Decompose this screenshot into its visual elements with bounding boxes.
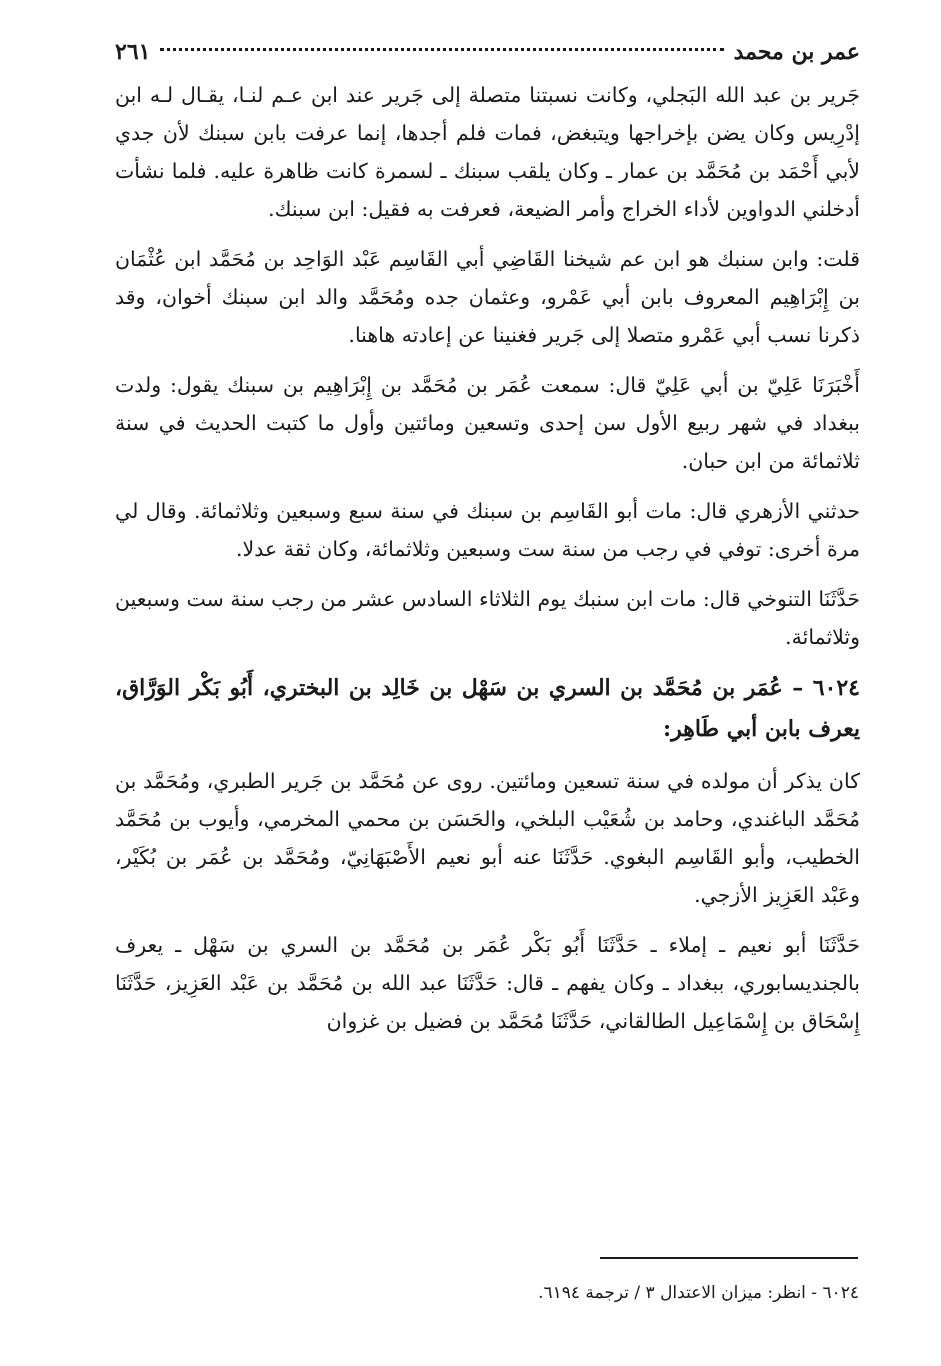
running-head-dots	[160, 48, 723, 51]
entry-paragraph-1: كان يذكر أن مولده في سنة تسعين ومائتين. روى عن مُحَمَّد بن جَرير الطبري، ومُحَمَّد بن مُحَمَّد الباغندي، وحامد بن شُعَيْب البلخي، والحَسَن بن محمي المخرمي، وأيوب بن مُحَمَّد الخطيب، وأبو القَاسِم البغوي. حَدَّثَنَا عنه أبو نعيم الأَصْبَهَانِيّ، ومُحَمَّد بن عُمَر بن بُكَيْر، وعَبْد العَزِيز الأزجي.	[115, 769, 860, 907]
paragraph-3: أَخْبَرَنَا عَلِيّ بن أبي عَلِيّ قال: سمعت عُمَر بن مُحَمَّد بن إِبْرَاهِيم بن سبنك يقول: ولدت ببغداد في شهر ربيع الأول سن إحدى وتسعين ومائتين وأول ما كتبت الحديث في سنة ثلاثمائة من ابن حبان.	[115, 373, 860, 473]
entry-heading: ٦٠٢٤ – عُمَر بن مُحَمَّد بن السري بن سَهْل بن خَالِد بن البختري، أَبُو بَكْر الوَرَّاق، يعرف بابن أبي طَاهِر:	[115, 675, 860, 742]
footnote: ٦٠٢٤ - انظر: ميزان الاعتدال ٣ / ترجمة ٦١٩٤.	[538, 1283, 859, 1303]
running-head-title: عمر بن محمد	[733, 39, 860, 65]
paragraph-4: حدثني الأزهري قال: مات أبو القَاسِم بن سبنك في سنة سبع وسبعين وثلاثمائة. وقال لي مرة أخرى: توفي في رجب من سنة ست وسبعين وثلاثمائة، وكان ثقة عدلا.	[115, 499, 860, 561]
entry-paragraph-2: حَدَّثَنَا أبو نعيم ـ إملاء ـ حَدَّثَنَا أَبُو بَكْر عُمَر بن مُحَمَّد بن السري بن سَهْل ـ يعرف بالجنديسابوري، ببغداد ـ وكان يفهم ـ قال: حَدَّثَنَا عبد الله بن مُحَمَّد بن عَبْد العَزِيز، حَدَّثَنَا إِسْحَاق بن إِسْمَاعِيل الطالقاني، حَدَّثَنَا مُحَمَّد بن فضيل بن غزوان	[115, 933, 860, 1033]
paragraph-2: قلت: وابن سنبك هو ابن عم شيخنا القَاضِي أبي القَاسِم عَبْد الوَاحِد بن مُحَمَّد ابن عُثْمَان بن إِبْرَاهِيم المعروف بابن أبي عَمْرو، وعثمان جده ومُحَمَّد والد ابن سبنك أخوان، وقد ذكرنا نسب أبي عَمْرو متصلا إلى جَرير فغنينا عن إعادته هاهنا.	[115, 247, 860, 347]
page-number: ٢٦١	[115, 39, 151, 65]
footnote-rule	[600, 1257, 858, 1259]
book-page	[115, 30, 860, 1052]
paragraph-5: حَدَّثَنَا التنوخي قال: مات ابن سنبك يوم الثلاثاء السادس عشر من رجب سنة ست وسبعين وثلاثمائة.	[115, 587, 860, 649]
paragraph-1: جَرير بن عبد الله البَجلي، وكانت نسبتنا متصلة إلى جَرير عند ابن عـم لنـا، يقـال لـه ابن إدْرِيس وكان يضن بإخراجها ويتبغض، فمات فلم أجدها، إنما عرفت بابن سبنك لأن جدي لأبي أَحْمَد بن مُحَمَّد بن عمار ـ وكان يلقب سبنك ـ لسمرة كانت ظاهرة عليه. فلما نشأت أدخلني الدواوين لأداء الخراج وأمر الضيعة، فعرفت به فقيل: ابن سبنك.	[115, 83, 860, 221]
running-head	[115, 30, 860, 74]
